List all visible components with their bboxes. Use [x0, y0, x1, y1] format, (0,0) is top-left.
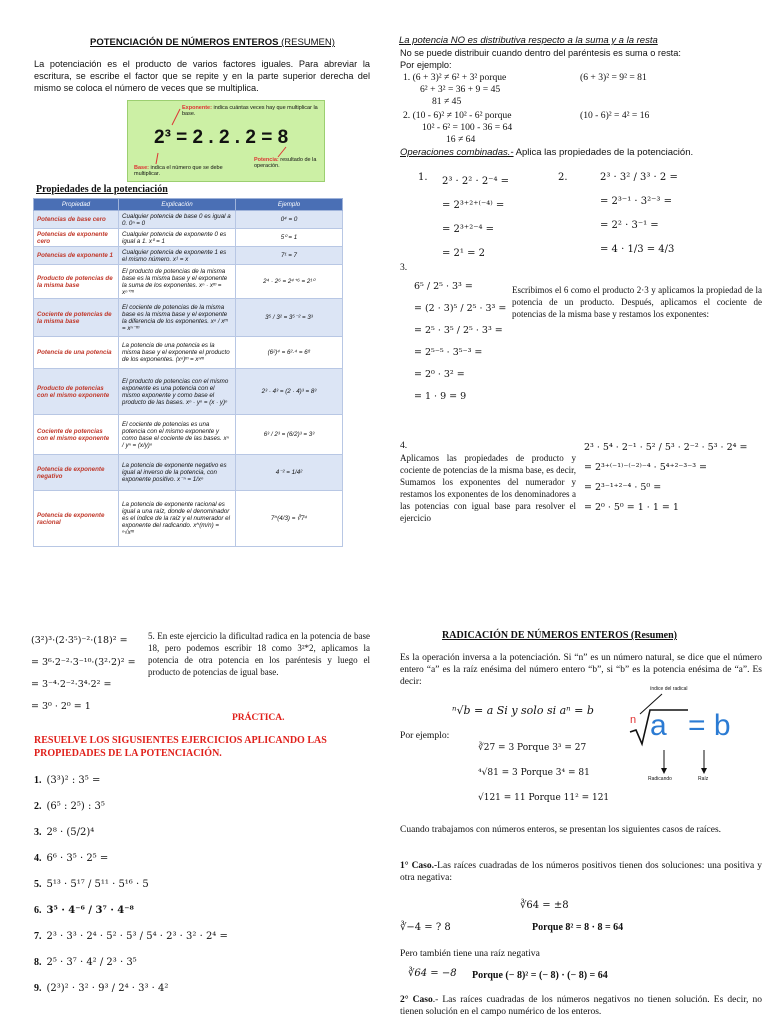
- row-ex: 7^(4/3) = ∛7⁴: [236, 491, 343, 547]
- ex1-d: 81 ≠ 45: [432, 96, 462, 107]
- diagram-radicando-label: Radicando: [648, 776, 672, 782]
- op2-line: = 4 · 1/3 = 4/3: [600, 244, 675, 255]
- op2-line: 2³ · 3² / 3³ · 2 =: [600, 172, 678, 183]
- row-ex: 2³ · 4³ = (2 · 4)³ = 8³: [236, 369, 343, 415]
- op3-lines: [414, 276, 506, 408]
- diagram-a: a: [650, 709, 667, 742]
- potencia-diagram: [127, 100, 325, 182]
- exercise-expr: (2³)² · 3² · 9³ / 2⁴ · 3³ · 4²: [46, 983, 169, 994]
- op3-line: = (2 · 3)⁵ / 2⁵ · 3³ =: [414, 303, 507, 314]
- table-row: [34, 265, 343, 299]
- exercise-expr: 6⁶ · 3⁵ · 2⁵ =: [46, 853, 109, 864]
- row-desc: Cualquier potencia de base 0 es igual a 0. 0ⁿ = 0: [119, 211, 236, 229]
- props-table: [33, 198, 343, 547]
- exercise-expr: 2⁸ · (5/2)⁴: [46, 827, 95, 838]
- ex1-a: 1. (6 + 3)² ≠ 6² + 3² porque: [403, 72, 507, 83]
- table-row: [34, 229, 343, 247]
- radical-example: ∛27 = 3 Porque 3³ = 27: [478, 743, 587, 753]
- row-ex: 5⁰ = 1: [236, 229, 343, 247]
- op4-line: = 2³⁻¹⁺²⁻⁴ · 5⁰ =: [584, 482, 662, 493]
- list-item: [34, 872, 228, 898]
- row-name: Cociente de potencias con el mismo exponente: [34, 415, 119, 455]
- base-label-title: Base:: [134, 165, 149, 171]
- op4-line: 2³ · 5⁴ · 2⁻¹ · 5² / 5³ · 2⁻² · 5³ · 2⁴ =: [584, 442, 748, 453]
- exercise-number: 8.: [34, 957, 42, 968]
- exercise-expr: (6⁵ : 2⁵) : 3⁵: [46, 801, 105, 812]
- exercise-expr: (3³)² : 3⁵ =: [46, 775, 101, 786]
- potencia-label-title: Potencia:: [254, 157, 279, 163]
- op5-line: = 3⁰ · 2⁰ = 1: [31, 701, 91, 712]
- ex2-d: 16 ≠ 64: [446, 134, 476, 145]
- row-ex: 6³ / 2³ = (6/2)³ = 3³: [236, 415, 343, 455]
- row-desc: El cociente de potencias es una potencia con el mismo exponente y como base el cociente de las bases. xⁿ / yⁿ = (x/y)ⁿ: [119, 415, 236, 455]
- op1-num: 1.: [418, 172, 428, 183]
- list-item: [34, 794, 228, 820]
- op2-num: 2.: [558, 172, 568, 183]
- radical-diagram: [620, 684, 740, 790]
- table-row: [34, 369, 343, 415]
- caso2-title: 2° Caso: [400, 995, 433, 1005]
- props-header-row: [34, 199, 343, 211]
- caso1: [400, 860, 762, 884]
- exponente-label-desc: indica cuántas veces hay que multiplicar la base.: [182, 105, 318, 117]
- op1-line: = 2³⁺²⁺⁽⁻⁴⁾ =: [442, 200, 505, 211]
- potencia-formula: 2³ = 2 . 2 . 2 = 8: [154, 127, 289, 148]
- table-row: [34, 211, 343, 229]
- col-propiedad: Propiedad: [34, 199, 119, 211]
- op4-line: = 2³⁺⁽⁻¹⁾⁻⁽⁻²⁾⁻⁴ · 5⁴⁺²⁻³⁻³ =: [584, 462, 708, 473]
- potenciacion-title-suffix: (RESUMEN): [281, 37, 335, 48]
- table-row: [34, 455, 343, 491]
- caso1-title: 1° Caso.-: [400, 861, 438, 871]
- op5-text: 5. En este ejercicio la dificultad radica en la potencia de base 18, pero podemos escribir 18 como 3²*2, aplicamos la potencia de otra potencia en los paréntesis y luego el producto de potencias de igual base.: [148, 631, 370, 677]
- row-name: Potencia de exponente negativo: [34, 455, 119, 491]
- practica-label: PRÁCTICA.: [232, 713, 285, 723]
- row-name: Potencia de exponente racional: [34, 491, 119, 547]
- op3-line: = 2⁵ · 3⁵ / 2⁵ · 3³ =: [414, 325, 503, 336]
- distributiva-line1: No se puede distribuir cuando dentro del paréntesis es suma o resta:: [400, 48, 681, 58]
- op2-line: = 2² · 3⁻¹ =: [600, 220, 659, 231]
- radicacion-title: RADICACIÓN DE NÚMEROS ENTEROS (Resumen): [442, 630, 678, 641]
- exercise-number: 1.: [34, 775, 42, 786]
- row-desc: La potencia de una potencia es la misma base y el exponente el producto de los exponentes. (xⁿ)ᵐ = xⁿᵐ: [119, 337, 236, 369]
- row-name: Potencias de exponente 1: [34, 247, 119, 265]
- op5-line: = 3⁶·2⁻²·3⁻¹⁰·(3²·2)² =: [31, 657, 136, 668]
- row-desc: Cualquier potencia de exponente 0 es igual a 1. x⁰ = 1: [119, 229, 236, 247]
- row-desc: El producto de potencias con el mismo exponente es una potencia con el mismo exponente y como base el producto de las bases. xⁿ · yⁿ = (x · y)ⁿ: [119, 369, 236, 415]
- potencia-label-desc: resultado de la operación.: [254, 157, 317, 169]
- op2-lines: [600, 166, 678, 262]
- props-title: Propiedades de la potenciación: [36, 184, 168, 195]
- row-name: Potencias de base cero: [34, 211, 119, 229]
- oc-text: Aplica las propiedades de la potenciación.: [513, 147, 694, 158]
- row-desc: Cualquier potencia de exponente 1 es el mismo número. x¹ = x: [119, 247, 236, 265]
- op3-num: 3.: [400, 262, 408, 273]
- caso1-neg-intro: Pero también tiene una raíz negativa: [400, 948, 540, 959]
- exercise-number: 4.: [34, 853, 42, 864]
- distributiva-line2: Por ejemplo:: [400, 60, 452, 70]
- op3-line: = 2⁰ · 3² =: [414, 369, 465, 380]
- op2-line: = 2³⁻¹ · 3²⁻³ =: [600, 196, 672, 207]
- caso1-q: ∛−4 = ? 8: [400, 922, 451, 933]
- radicacion-intro: Es la operación inversa a la potenciación. Si “n” es un número natural, se dice que el número entero “a” es la raíz enésima del número entero “b”, si “b” es la potencia enésima de “a”. Es decir:: [400, 653, 762, 687]
- exercise-number: 2.: [34, 801, 42, 812]
- exercise-expr: 2⁵ · 3⁷ · 4² / 2³ · 3⁵: [46, 957, 137, 968]
- caso1-text: Las raíces cuadradas de los números positivos tienen dos soluciones: una positiva y otra negativa:: [400, 861, 762, 883]
- exercise-number: 6.: [34, 905, 42, 916]
- radical-example: ⁴√81 = 3 Porque 3⁴ = 81: [478, 768, 590, 778]
- row-desc: El cociente de potencias de la misma base es la misma base y el exponente la diferencia de los exponentes. xⁿ / xᵐ = xⁿ⁻ᵐ: [119, 299, 236, 337]
- caso1-eq: ∛64 = ±8: [520, 900, 569, 911]
- row-ex: 3⁵ / 3² = 3⁵⁻² = 3³: [236, 299, 343, 337]
- row-ex: (6²)⁴ = 6²·⁴ = 6⁸: [236, 337, 343, 369]
- diagram-arrows: [128, 101, 324, 181]
- row-desc: La potencia de exponente racional es igual a una raíz, donde el denominador es el índice de la raíz y el numerador el exponente del radicando. x^(m/n) = ⁿ√xᵐ: [119, 491, 236, 547]
- radical-example: √121 = 11 Porque 11² = 121: [478, 793, 610, 803]
- row-name: Producto de potencias con el mismo exponente: [34, 369, 119, 415]
- caso1-porque: Porque 8² = 8 · 8 = 64: [532, 922, 624, 933]
- op3-line: = 1 · 9 = 9: [414, 391, 467, 402]
- diagram-b: = b: [688, 709, 731, 742]
- row-ex: 2⁴ · 2⁶ = 2⁴⁺⁶ = 2¹⁰: [236, 265, 343, 299]
- potenciacion-title-text: POTENCIACIÓN DE NÚMEROS ENTEROS: [90, 37, 279, 48]
- list-item: [34, 898, 228, 924]
- ex1-c: 6² + 3² = 36 + 9 = 45: [420, 84, 501, 95]
- row-name: Producto de potencias de la misma base: [34, 265, 119, 299]
- radicacion-examples: [478, 736, 609, 811]
- exercise-expr: 3⁵ · 4⁻⁶ / 3⁷ · 4⁻⁸: [46, 905, 134, 916]
- exercise-list: [34, 768, 228, 1002]
- row-ex: 4⁻² = 1/4²: [236, 455, 343, 491]
- op1-line: = 2³⁺²⁻⁴ =: [442, 224, 495, 235]
- ex2-c: 10² - 6² = 100 - 36 = 64: [422, 122, 513, 133]
- table-row: [34, 337, 343, 369]
- table-row: [34, 299, 343, 337]
- table-row: [34, 247, 343, 265]
- op5-line: (3²)³·(2·3⁵)⁻²·(18)² =: [31, 635, 128, 646]
- ex2-a: 2. (10 - 6)² ≠ 10² - 6² porque: [403, 110, 512, 121]
- ex1-b: (6 + 3)² = 9² = 81: [580, 72, 647, 83]
- list-item: [34, 950, 228, 976]
- list-item: [34, 820, 228, 846]
- diagram-raiz-label: Raíz: [698, 776, 709, 782]
- row-name: Potencias de exponente cero: [34, 229, 119, 247]
- op3-text: Escribimos el 6 como el producto 2·3 y aplicamos la propiedad de la potencia de un producto. Después, aplicamos el cociente de potencias de la misma base y restamos los exponentes:: [512, 285, 762, 319]
- list-item: [34, 924, 228, 950]
- op5-lines: [31, 630, 136, 718]
- oc-title: Operaciones combinadas.-: [400, 147, 514, 158]
- diagram-index-label: índice del radical: [650, 686, 688, 692]
- distributiva-title: La potencia NO es distributiva respecto a la suma y a la resta: [399, 35, 658, 46]
- op1-line: = 2¹ = 2: [442, 248, 486, 259]
- op5-line: = 3⁻⁴·2⁻²·3⁴·2² =: [31, 679, 112, 690]
- op3-line: = 2⁵⁻⁵ · 3⁵⁻³ =: [414, 347, 483, 358]
- row-name: Cociente de potencias de la misma base: [34, 299, 119, 337]
- exercise-expr: 2³ · 3³ · 2⁴ · 5² · 5³ / 5⁴ · 2³ · 3² · 2⁴ =: [46, 931, 228, 942]
- row-desc: El producto de potencias de la misma base es la misma base y el exponente la suma de los exponentes. xⁿ · xᵐ = xⁿ⁺ᵐ: [119, 265, 236, 299]
- caso1-neg-eq: ∛64 = −8: [408, 968, 457, 979]
- row-ex: 7¹ = 7: [236, 247, 343, 265]
- diagram-n: n: [630, 714, 637, 726]
- ex2-b: (10 - 6)² = 4² = 16: [580, 110, 650, 121]
- exercise-number: 7.: [34, 931, 42, 942]
- exercise-number: 9.: [34, 983, 42, 994]
- caso2: [400, 994, 762, 1018]
- row-desc: La potencia de exponente negativo es igual al inverso de la potencia, con exponente positivo. x⁻ⁿ = 1/xⁿ: [119, 455, 236, 491]
- list-item: [34, 976, 228, 1002]
- radicacion-definition: ⁿ√b = a Si y solo si aⁿ = b: [452, 704, 594, 717]
- exponente-label-title: Exponente:: [182, 105, 212, 111]
- exercise-expr: 5¹³ · 5¹⁷ / 5¹¹ · 5¹⁶ · 5: [46, 879, 149, 890]
- oc-line: [400, 147, 693, 158]
- table-row: [34, 491, 343, 547]
- practica-instructions: RESUELVE LOS SIGUSIENTES EJERCICIOS APLICANDO LAS PROPIEDADES DE LA POTENCIACIÓN.: [34, 735, 327, 759]
- col-ejemplo: Ejemplo: [236, 199, 343, 211]
- op1-line: 2³ · 2² · 2⁻⁴ =: [442, 176, 510, 187]
- col-explicacion: Explicación: [119, 199, 236, 211]
- potenciacion-intro: La potenciación es el producto de varios factores iguales. Para abreviar la escritura, se escribe el factor que se repite y en la parte superior derecha del mismo se coloca el número de veces que se multiplica.: [34, 59, 370, 93]
- list-item: [34, 768, 228, 794]
- table-row: [34, 415, 343, 455]
- caso1-neg-porque: Porque (− 8)² = (− 8) · (− 8) = 64: [472, 970, 608, 981]
- op1-lines: [442, 170, 509, 266]
- list-item: [34, 846, 228, 872]
- potenciacion-title: [90, 37, 335, 48]
- base-label-desc: indica el número que se debe multiplicar.: [134, 165, 223, 177]
- op4-line: = 2⁰ · 5⁰ = 1 · 1 = 1: [584, 502, 679, 513]
- op4-num: 4.: [400, 440, 408, 451]
- caso2-text: .- Las raíces cuadradas de los números negativos no tienen solución. Es decir, no tienen solución en el campo numérico de los enteros.: [400, 995, 762, 1017]
- exercise-number: 5.: [34, 879, 42, 890]
- exercise-number: 3.: [34, 827, 42, 838]
- op4-lines: [584, 438, 747, 518]
- row-name: Potencia de una potencia: [34, 337, 119, 369]
- op4-text: Aplicamos las propiedades de producto y cociente de potencias de la misma base, es decir, Sumamos los exponentes del numerador y restamos los exponentes de los denominadores a las potencias con igual base para resolver el ejercicio: [400, 453, 576, 523]
- op3-line: 6⁵ / 2⁵ · 3³ =: [414, 281, 473, 292]
- props-table-wrap: [33, 198, 343, 547]
- por-ejemplo: Por ejemplo:: [400, 730, 450, 741]
- row-ex: 0⁴ = 0: [236, 211, 343, 229]
- casos-intro: Cuando trabajamos con números enteros, se presentan los siguientes casos de raíces.: [400, 825, 722, 835]
